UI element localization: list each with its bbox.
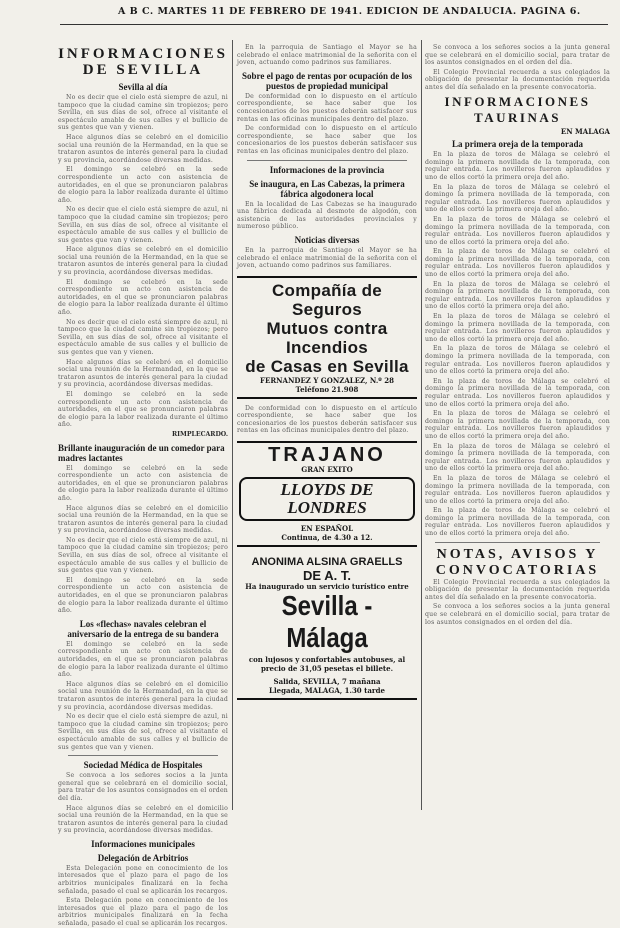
ad-alsina xyxy=(237,553,417,700)
body-paragraph: Se convoca a los señores socios a la junta general que se celebrará en el domicilio social, para tratar de los asuntos consignados en el orden del día. xyxy=(425,44,610,67)
headline-sociedad-medica: Sociedad Médica de Hospitales xyxy=(83,760,203,771)
body-paragraph: En la plaza de toros de Málaga se celebró el domingo la primera novillada de la temporada, con regular entrada. Los novilleros fueron aplaudidos y uno de ellos cortó la primera oreja del año. xyxy=(425,248,610,279)
ad-trajano-title: TRAJANO xyxy=(268,444,386,467)
body-paragraph: En la plaza de toros de Málaga se celebró el domingo la primera novillada de la temporada, con regular entrada. Los novilleros fueron aplaudidos y uno de ellos cortó la primera oreja del año. xyxy=(425,151,610,181)
body-paragraph: Hace algunos días se celebró en el domicilio social una reunión de la Hermandad, en la que se trataron asuntos de interés general para la ciudad y su provincia, acordándose diversas medidas. xyxy=(58,680,228,711)
body-paragraph: En la plaza de toros de Málaga se celebró el domingo la primera novillada de la temporada, con regular entrada. Los novilleros fueron aplaudidos y uno de ellos cortó la primera oreja del año. xyxy=(425,507,610,538)
body-paragraph: Hace algunos días se celebró en el domicilio social una reunión de la Hermandad, en la que se trataron asuntos de interés general para la ciudad y su provincia, acordándose diversas medidas. xyxy=(58,504,228,535)
body-paragraph: El Colegio Provincial recuerda a sus colegiados la obligación de presentar la documentación requerida antes del día señalado en la presente convocatoria. xyxy=(425,578,610,601)
body-paragraph: De conformidad con lo dispuesto en el artículo correspondiente, se hace saber que los concesionarios de los puestos deberán satisfacer sus rentas en las oficinas municipales dentro del plazo. xyxy=(237,404,417,435)
ad-trajano-times: Continua, de 4.30 a 12. xyxy=(281,533,373,543)
body-paragraph: En la localidad de Las Cabezas se ha inaugurado una fábrica dedicada al desmote de algodón, con asistencia de las autoridades provinciales y numeroso público. xyxy=(237,200,417,231)
headline-arbitrios: Delegación de Arbitrios xyxy=(97,852,189,863)
body-paragraph: El domingo se celebró en la sede correspondiente un acto con asistencia de autoridades, en el que se pronunciaron palabras de elogio para la labor realizada durante el último año. xyxy=(58,576,228,615)
ad-seguros-line1: Compañía de Seguros xyxy=(271,280,383,319)
header-rule xyxy=(60,24,608,25)
ad-seguros-line3: de Casas en Sevilla xyxy=(245,356,409,376)
column-middle xyxy=(237,44,417,814)
body-paragraph: No es decir que el cielo está siempre de azul, ni tampoco que la ciudad camine sin tropiezos; pero Sevilla, en sus días de sol, ofrece al visitante el espectáculo amable de sus calles y el bullicio de sus gentes que van y vienen. xyxy=(58,536,228,575)
body-paragraph: El Colegio Provincial recuerda a sus colegiados la obligación de presentar la documentación requerida antes del día señalado en la presente convocatoria. xyxy=(425,68,610,91)
page-header: A B C. MARTES 11 DE FEBRERO DE 1941. EDICION DE ANDALUCIA. PAGINA 6. xyxy=(118,6,581,17)
headline-sevilla-al-dia: Sevilla al día xyxy=(118,82,168,92)
body-paragraph: Esta Delegación pone en conocimiento de los interesados que el plazo para el pago de los arbitrios municipales finalizará en la fecha señalada, pasado el cual se aplicarán los recargos. xyxy=(58,897,228,928)
body-paragraph: En la plaza de toros de Málaga se celebró el domingo la primera novillada de la temporada, con regular entrada. Los novilleros fueron aplaudidos y uno de ellos cortó la primera oreja del año. xyxy=(425,410,610,440)
body-paragraph: En la plaza de toros de Málaga se celebró el domingo la primera novillada de la temporada, con regular entrada. Los novilleros fueron aplaudidos y uno de ellos cortó la primera oreja del año. xyxy=(425,313,610,343)
body-paragraph: El domingo se celebró en la sede correspondiente un acto con asistencia de autoridades, en el que se pronunciaron palabras de elogio para la labor realizada durante el último año. xyxy=(58,166,228,204)
body-paragraph: Se convoca a los señores socios a la junta general que se celebrará en el domicilio social, para tratar de los asuntos consignados en el orden del día. xyxy=(58,772,228,802)
body-paragraph: Hace algunos días se celebró en el domicilio social una reunión de la Hermandad, en la que se trataron asuntos de interés general para la ciudad y su provincia, acordándose diversas medidas. xyxy=(58,133,228,164)
column-divider xyxy=(232,40,233,810)
ad-seguros-phone: Teléfono 21.908 xyxy=(295,384,359,394)
body-paragraph: En la plaza de toros de Málaga se celebró el domingo la primera novillada de la temporada, con regular entrada. Los novilleros fueron aplaudidos y uno de ellos cortó la primera oreja del año. xyxy=(425,377,610,408)
body-paragraph: El domingo se celebró en la sede correspondiente un acto con asistencia de autoridades, en el que se pronunciaron palabras de elogio para la labor realizada durante el último año. xyxy=(58,640,228,679)
body-paragraph: En la parroquia de Santiago el Mayor se ha celebrado el enlace matrimonial de la señorita con el joven, actuando como padrinos sus familiares. xyxy=(237,44,417,67)
ad-alsina-route: Sevilla - Málaga xyxy=(281,590,373,655)
ad-trajano-subtitle: GRAN EXITO xyxy=(301,465,353,475)
headline-noticias: Noticias diversas xyxy=(294,234,360,245)
body-paragraph: De conformidad con lo dispuesto en el artículo correspondiente, se hace saber que los concesionarios de los puestos deberán satisfacer sus rentas en las oficinas municipales dentro del plazo. xyxy=(237,125,417,155)
section-title-sevilla: INFORMACIONES DE SEVILLA xyxy=(58,46,228,78)
body-paragraph: Se convoca a los señores socios a la junta general que se celebrará en el domicilio social, para tratar de los asuntos consignados en el orden del día. xyxy=(425,603,610,626)
separator xyxy=(435,542,600,543)
headline-flechas: Los «flechas» navales celebran el aniversario de la entrega de su bandera xyxy=(67,618,219,639)
section-title-taurinas: INFORMACIONES TAURINAS xyxy=(444,93,591,125)
body-paragraph: En la parroquia de Santiago el Mayor se ha celebrado el enlace matrimonial de la señorita con el joven, actuando como padrinos sus familiares. xyxy=(237,246,417,270)
section-subtitle-malaga: EN MALAGA xyxy=(560,126,610,136)
ad-alsina-line4: con lujosos y confortables autobuses, al precio de 31,05 pesetas el billete. xyxy=(248,655,406,674)
body-paragraph: En la plaza de toros de Málaga se celebró el domingo la primera novillada de la temporada, con regular entrada. Los novilleros fueron aplaudidos y uno de ellos cortó la primera oreja del año. xyxy=(425,280,610,311)
signature: RIMPLECARDO. xyxy=(171,430,228,438)
ad-trajano xyxy=(237,441,417,547)
body-paragraph: Hace algunos días se celebró en el domicilio social una reunión de la Hermandad, en la que se trataron asuntos de interés general para la ciudad y su provincia, acordándose diversas medidas. xyxy=(58,358,228,389)
separator xyxy=(68,755,218,756)
body-paragraph: En la plaza de toros de Málaga se celebró el domingo la primera novillada de la temporada, con regular entrada. Los novilleros fueron aplaudidos y uno de ellos cortó la primera oreja del año. xyxy=(425,183,610,214)
ad-alsina-line1: ANONIMA ALSINA GRAELLS xyxy=(251,556,403,569)
body-paragraph: En la plaza de toros de Málaga se celebró el domingo la primera novillada de la temporada, con regular entrada. Los novilleros fueron aplaudidos y uno de ellos cortó la primera oreja del año. xyxy=(425,345,610,376)
body-paragraph: En la plaza de toros de Málaga se celebró el domingo la primera novillada de la temporada, con regular entrada. Los novilleros fueron aplaudidos y uno de ellos cortó la primera oreja del año. xyxy=(425,474,610,505)
separator xyxy=(247,160,407,161)
body-paragraph: No es decir que el cielo está siempre de azul, ni tampoco que la ciudad camine sin tropiezos; pero Sevilla, en sus días de sol, ofrece al visitante el espectáculo amable de sus calles y el bullicio de sus gentes que van y vienen. xyxy=(58,206,228,244)
headline-comedor: Brillante inauguración de un comedor para madres lactantes xyxy=(58,442,225,463)
ad-alsina-arrival: Llegada, MALAGA, 1.30 tarde xyxy=(269,686,385,696)
column-divider xyxy=(421,40,422,810)
body-paragraph: En la plaza de toros de Málaga se celebró el domingo la primera novillada de la temporada, con regular entrada. Los novilleros fueron aplaudidos y uno de ellos cortó la primera oreja del año. xyxy=(425,442,610,473)
body-paragraph: El domingo se celebró en la sede correspondiente un acto con asistencia de autoridades, en el que se pronunciaron palabras de elogio para la labor realizada durante el último año. xyxy=(58,278,228,317)
ad-seguros xyxy=(237,276,417,399)
body-paragraph: En la plaza de toros de Málaga se celebró el domingo la primera novillada de la temporada, con regular entrada. Los novilleros fueron aplaudidos y uno de ellos cortó la primera oreja del año. xyxy=(425,215,610,246)
body-paragraph: Esta Delegación pone en conocimiento de los interesados que el plazo para el pago de los arbitrios municipales finalizará en la fecha señalada, pasado el cual se aplicarán los recargos. xyxy=(58,864,228,895)
column-left xyxy=(58,44,228,928)
headline-fabrica: Se inaugura, en Las Cabezas, la primera fábrica algodonera local xyxy=(249,178,405,199)
headline-primera-oreja: La primera oreja de la temporada xyxy=(451,139,584,150)
ad-alsina-line3: Ha inaugurado un servicio turístico entre xyxy=(245,582,409,592)
body-paragraph: El domingo se celebró en la sede correspondiente un acto con asistencia de autoridades, en el que se pronunciaron palabras de elogio para la labor realizada durante el último año. xyxy=(58,390,228,429)
body-paragraph: Hace algunos días se celebró en el domicilio social una reunión de la Hermandad, en la que se trataron asuntos de interés general para la ciudad y su provincia, acordándose diversas medidas. xyxy=(58,246,228,277)
body-paragraph: No es decir que el cielo está siempre de azul, ni tampoco que la ciudad camine sin tropiezos; pero Sevilla, en sus días de sol, ofrece al visitante el espectáculo amable de sus calles y el bullicio de sus gentes que van y vienen. xyxy=(58,713,228,751)
ad-seguros-address: FERNANDEZ Y GONZALEZ, N.º 28 xyxy=(260,375,394,385)
column-right xyxy=(425,44,610,814)
body-paragraph: No es decir que el cielo está siempre de azul, ni tampoco que la ciudad camine sin tropiezos; pero Sevilla, en sus días de sol, ofrece al visitante el espectáculo amable de sus calles y el bullicio de sus gentes que van y vienen. xyxy=(58,318,228,356)
body-paragraph: Hace algunos días se celebró en el domicilio social una reunión de la Hermandad, en la que se trataron asuntos de interés general para la ciudad y su provincia, acordándose diversas medidas. xyxy=(58,804,228,835)
body-paragraph: El domingo se celebró en la sede correspondiente un acto con asistencia de autoridades, en el que se pronunciaron palabras de elogio para la labor realizada durante el último año. xyxy=(58,464,228,502)
section-title-notas: NOTAS, AVISOS Y CONVOCATORIAS xyxy=(435,546,600,578)
headline-municipales: Informaciones municipales xyxy=(91,838,195,849)
headline-provincia: Informaciones de la provincia xyxy=(269,164,385,175)
body-paragraph: De conformidad con lo dispuesto en el artículo correspondiente, se hace saber que los concesionarios de los puestos deberán satisfacer sus rentas en las oficinas municipales dentro del plazo. xyxy=(237,92,417,123)
ad-seguros-line2: Mutuos contra Incendios xyxy=(266,318,388,357)
body-paragraph: No es decir que el cielo está siempre de azul, ni tampoco que la ciudad camine sin tropiezos; pero Sevilla, en sus días de sol, ofrece al visitante el espectáculo amable de sus calles y el bullicio de sus gentes que van y vienen. xyxy=(58,94,228,132)
ad-alsina-departure: Salida, SEVILLA, 7 mañana xyxy=(273,677,381,687)
ad-trajano-lang: EN ESPAÑOL xyxy=(300,524,354,534)
ad-lloyds-logo: LLOYDS DE LONDRES xyxy=(239,477,415,521)
ad-alsina-line2: DE A. T. xyxy=(303,568,351,584)
headline-rentas: Sobre el pago de rentas por ocupación de los puestos de propiedad municipal xyxy=(241,70,412,91)
